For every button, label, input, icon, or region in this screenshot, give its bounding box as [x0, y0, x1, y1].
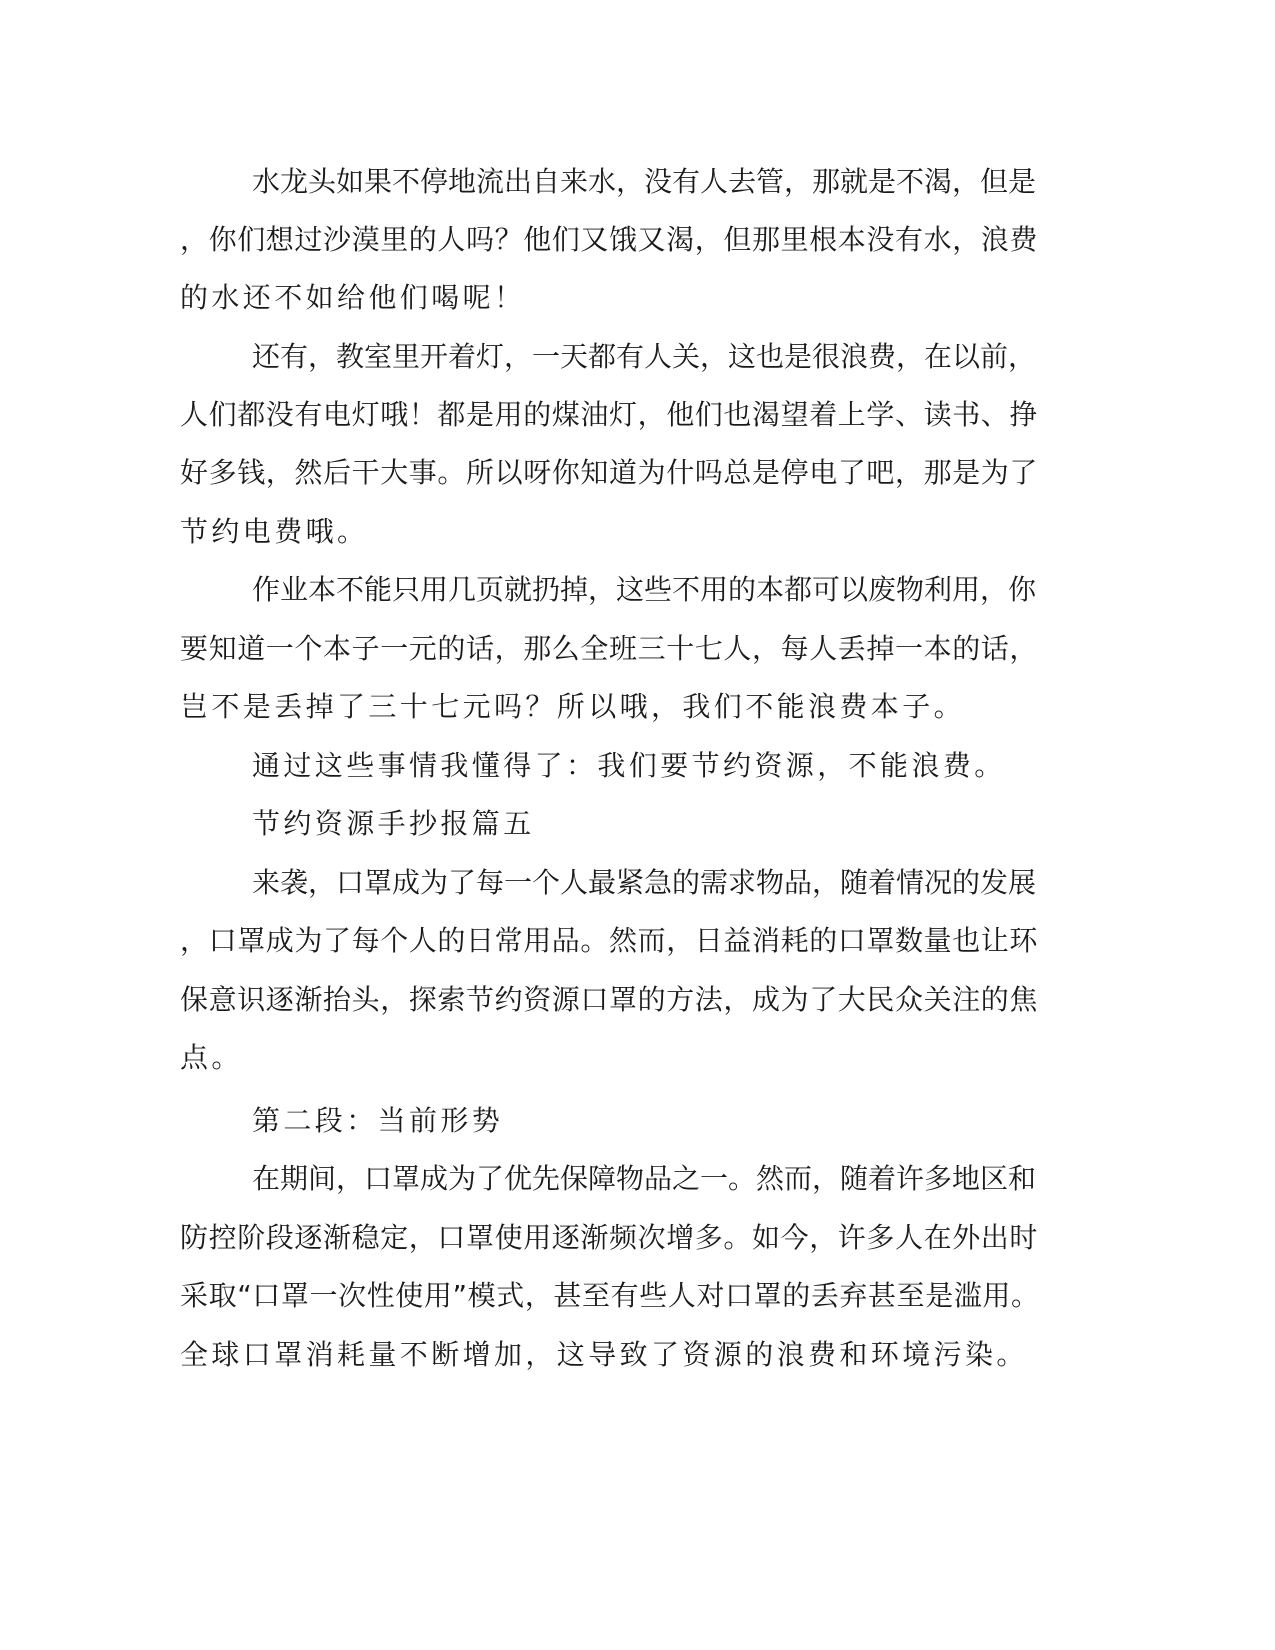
text-line-1: 水龙头如果不停地流出自来水，没有人去管，那就是不渴，但是: [252, 165, 1037, 198]
text-line-4: 还有，教室里开着灯，一天都有人关，这也是很浪费，在以前，: [252, 340, 1037, 373]
text-line-18: 在期间，口罩成为了优先保障物品之一。然而，随着许多地区和: [252, 1162, 1037, 1195]
text-line-19: 防控阶段逐渐稳定，口罩使用逐渐频次增多。如今，许多人在外出时: [180, 1221, 1039, 1254]
text-line-15: 保意识逐渐抬头，探索节约资源口罩的方法，成为了大民众关注的焦: [180, 983, 1039, 1016]
section-heading: 节约资源手抄报篇五: [252, 807, 535, 840]
text-line-8: 作业本不能只用几页就扔掉，这些不用的本都可以废物利用，你: [252, 573, 1037, 606]
subsection-heading: 第二段：当前形势: [252, 1104, 504, 1137]
text-line-21: 全球口罩消耗量不断增加，这导致了资源的浪费和环境污染。: [180, 1338, 1028, 1371]
text-line-14: ，口罩成为了每个人的日常用品。然而，日益消耗的口罩数量也让环: [180, 924, 1039, 957]
text-line-13: 来袭，口罩成为了每一个人最紧急的需求物品，随着情况的发展: [252, 866, 1037, 899]
text-line-2: ，你们想过沙漠里的人吗？他们又饿又渴，但那里根本没有水，浪费: [180, 223, 1039, 256]
text-line-16: 点。: [180, 1041, 243, 1074]
text-line-9: 要知道一个本子一元的话，那么全班三十七人，每人丢掉一本的话，: [180, 632, 1039, 665]
text-line-20: 采取“口罩一次性使用”模式，甚至有些人对口罩的丢弃甚至是滥用。: [180, 1279, 1040, 1312]
text-line-7: 节约电费哦。: [180, 515, 369, 548]
text-line-11: 通过这些事情我懂得了：我们要节约资源，不能浪费。: [252, 749, 1006, 782]
text-line-5: 人们都没有电灯哦！都是用的煤油灯，他们也渴望着上学、读书、挣: [180, 398, 1039, 431]
text-line-10: 岂不是丢掉了三十七元吗？所以哦，我们不能浪费本子。: [180, 690, 966, 723]
text-line-3: 的水还不如给他们喝呢！: [180, 281, 526, 314]
text-line-6: 好多钱，然后干大事。所以呀你知道为什吗总是停电了吧，那是为了: [180, 456, 1039, 489]
